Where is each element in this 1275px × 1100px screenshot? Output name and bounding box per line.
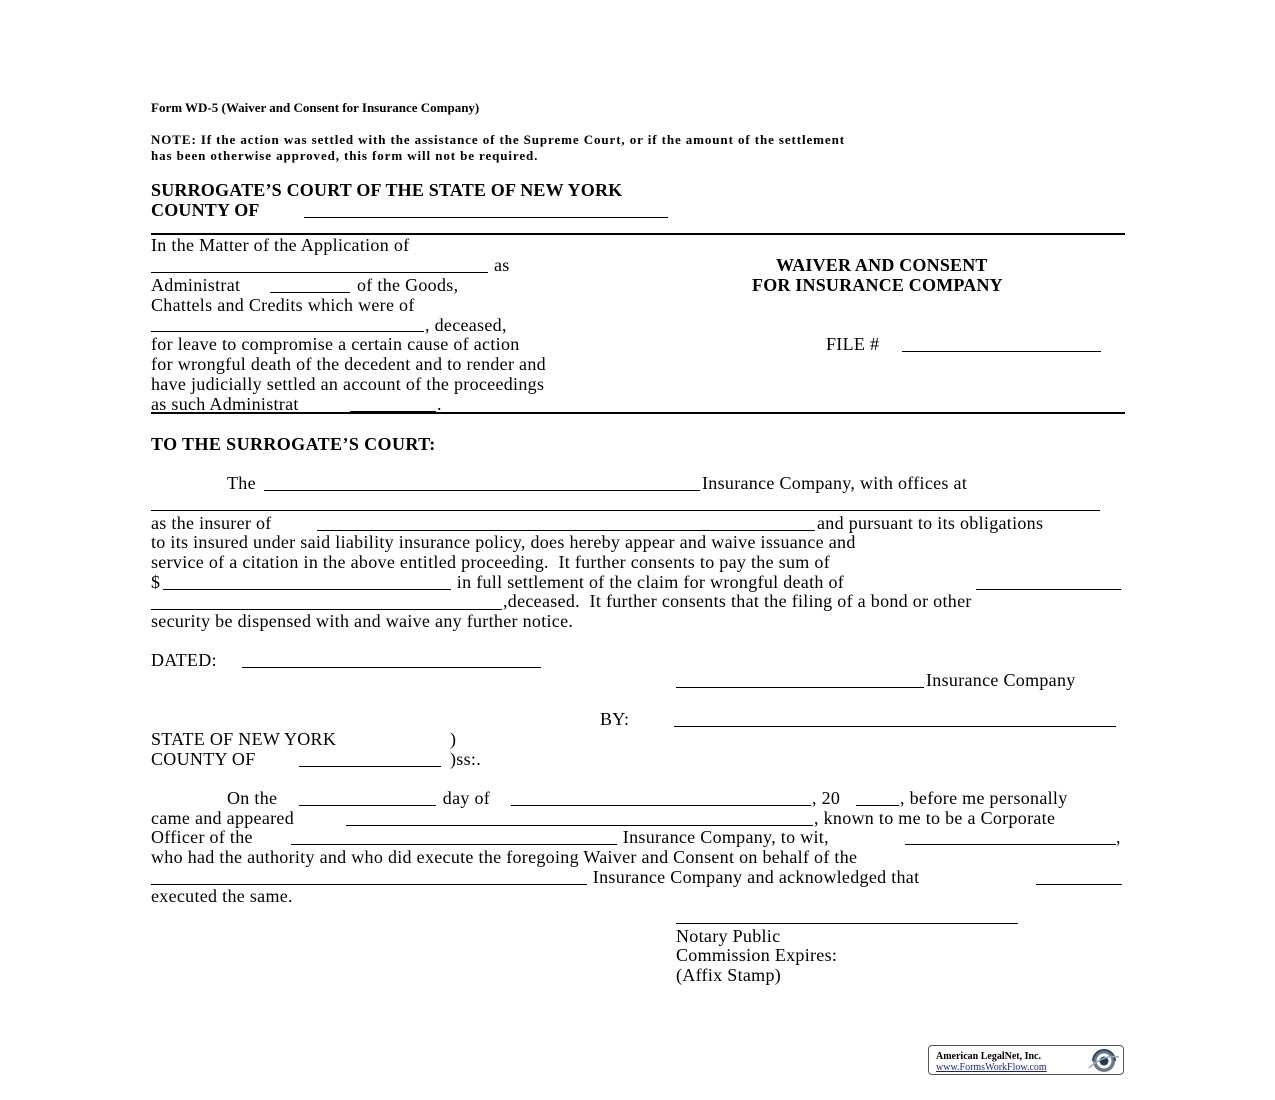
ack-line-1d: , before me personally <box>900 788 1068 808</box>
insured-name-blank[interactable] <box>317 530 815 531</box>
dated-blank[interactable] <box>242 667 541 668</box>
ack-line-3c: , <box>1116 827 1121 847</box>
footer-badge[interactable] <box>928 1045 1124 1075</box>
caption-line-6: for leave to compromise a certain cause of action <box>151 334 520 354</box>
ack-year-blank[interactable] <box>856 805 899 806</box>
ack-officer-title-blank[interactable] <box>905 844 1116 845</box>
county-label: COUNTY OF <box>151 200 264 220</box>
globe-logo-icon <box>1087 1048 1121 1074</box>
company-signature-label: Insurance Company <box>926 670 1076 690</box>
body-line-8: security be dispensed with and waive any further notice. <box>151 611 574 631</box>
body-line-7: ,deceased. It further consents that the filing of a bond or other <box>503 591 972 611</box>
decedent-blank-b[interactable] <box>151 609 502 610</box>
caption-line-3a: Administrat <box>151 275 241 295</box>
settlement-amount-blank[interactable] <box>163 589 451 590</box>
signing-company-blank[interactable] <box>676 687 924 688</box>
ack-line-1c: , 20 <box>812 788 841 808</box>
caption-line-3b: of the Goods, <box>357 275 459 295</box>
body-line-3b: and pursuant to its obligations <box>817 513 1044 533</box>
venue-paren: ) <box>450 729 457 749</box>
venue-ss: )ss:. <box>450 749 482 769</box>
notary-signature-line[interactable] <box>676 923 1018 924</box>
body-line-1: Insurance Company, with offices at <box>702 473 968 493</box>
caption-line-1: In the Matter of the Application of <box>151 235 410 255</box>
ack-line-4: who had the authority and who did execute the foregoing Waiver and Consent on behalf of the <box>151 847 858 867</box>
body-line-4: to its insured under said liability insurance policy, does hereby appear and waive issuance and <box>151 532 856 552</box>
salutation: TO THE SURROGATE’S COURT: <box>151 434 436 454</box>
caption-line-8: have judicially settled an account of the proceedings <box>151 374 545 394</box>
decedent-name-blank[interactable] <box>151 331 424 332</box>
insurance-company-name-blank[interactable] <box>264 490 700 491</box>
county-blank[interactable] <box>304 217 668 218</box>
body-line-5: service of a citation in the above entitled proceeding. It further consents to pay the sum of <box>151 552 830 572</box>
caption-line-4: Chattels and Credits which were of <box>151 295 415 315</box>
file-number-blank[interactable] <box>902 351 1101 352</box>
decedent-blank-a[interactable] <box>976 589 1121 590</box>
ack-line-1b: day of <box>438 788 495 808</box>
venue-county-label: COUNTY OF <box>151 749 261 769</box>
ack-line-3a: Officer of the <box>151 827 258 847</box>
ack-line-5a: Insurance Company and acknowledged that <box>588 867 925 887</box>
caption-line-9a: as such Administrat <box>151 394 299 414</box>
note-line-1: NOTE: If the action was settled with the assistance of the Supreme Court, or if the amount of the settlement <box>151 132 845 147</box>
ack-pronoun-blank[interactable] <box>1036 884 1122 885</box>
caption-bottom-rule <box>151 412 1125 414</box>
notary-line-2: Commission Expires: <box>676 945 838 965</box>
court-name: SURROGATE’S COURT OF THE STATE OF NEW YORK <box>151 180 623 200</box>
dated-label: DATED: <box>151 650 217 670</box>
venue-county-blank[interactable] <box>299 766 441 767</box>
ack-line-2a: came and appeared <box>151 808 299 828</box>
notary-line-1: Notary Public <box>676 926 781 946</box>
badge-url-link[interactable]: www.FormsWorkFlow.com <box>936 1062 1047 1073</box>
ack-line-2b: , known to me to be a Corporate <box>814 808 1056 828</box>
caption-line-5: , deceased, <box>425 315 507 335</box>
doc-title-line-2: FOR INSURANCE COMPANY <box>752 275 1003 295</box>
ack-line-1a: On the <box>227 788 283 808</box>
file-number-label: FILE # <box>826 334 885 354</box>
by-signature-line[interactable] <box>674 726 1116 727</box>
caption-line-2: as <box>494 255 510 275</box>
body-line-6b: in full settlement of the claim for wrongful death of <box>452 572 849 592</box>
body-line-3a: as the insurer of <box>151 513 277 533</box>
ack-company-blank-2[interactable] <box>151 884 587 885</box>
body-the: The <box>227 473 256 493</box>
ack-line-6: executed the same. <box>151 886 293 906</box>
form-title: Form WD-5 (Waiver and Consent for Insurance Company) <box>151 100 480 115</box>
ack-line-3b: Insurance Company, to wit, <box>618 827 834 847</box>
body-line-6a: $ <box>151 572 161 592</box>
caption-line-9b: . <box>437 394 442 414</box>
administrat-suffix-blank[interactable] <box>270 292 350 293</box>
by-label: BY: <box>600 709 630 729</box>
badge-company: American LegalNet, Inc. <box>936 1051 1041 1062</box>
ack-company-blank[interactable] <box>291 844 617 845</box>
caption-line-7: for wrongful death of the decedent and to render and <box>151 354 546 374</box>
venue-state: STATE OF NEW YORK <box>151 729 337 749</box>
ack-month-blank[interactable] <box>511 805 811 806</box>
applicant-name-blank[interactable] <box>151 272 488 273</box>
company-address-blank[interactable] <box>151 510 1100 511</box>
doc-title-line-1: WAIVER AND CONSENT <box>776 255 988 275</box>
ack-appeared-name-blank[interactable] <box>346 825 813 826</box>
note-line-2: has been otherwise approved, this form will not be required. <box>151 148 539 163</box>
notary-line-3: (Affix Stamp) <box>676 965 782 985</box>
ack-day-blank[interactable] <box>299 805 436 806</box>
